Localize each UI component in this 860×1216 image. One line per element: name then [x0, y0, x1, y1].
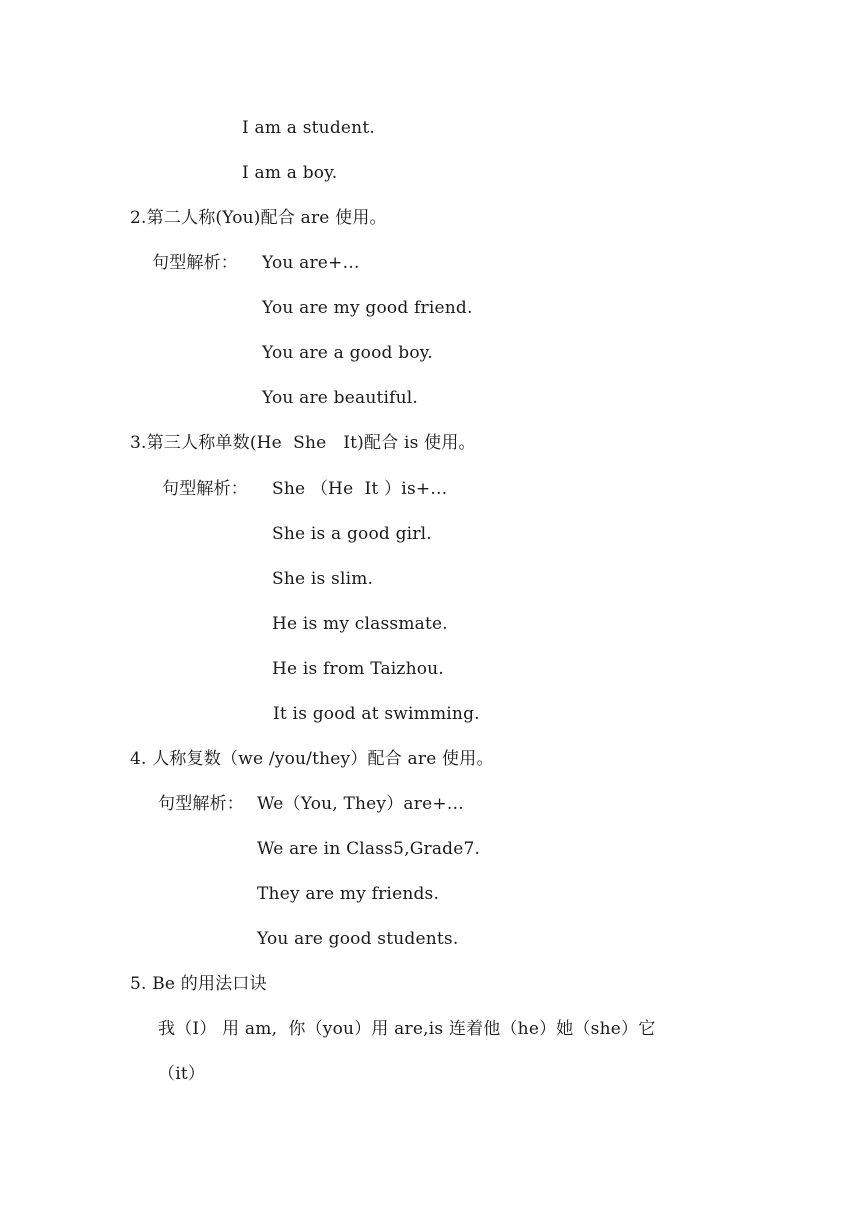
- section2-example-2: You are a good boy.: [262, 343, 433, 363]
- section5-rhyme-line-1: 我（I） 用 am, 你（you）用 are,is 连着他（he）她（she）它: [158, 1019, 656, 1039]
- section2-heading: 2.第二人称(You)配合 are 使用。: [130, 208, 387, 228]
- section2-pattern: You are+…: [262, 253, 360, 273]
- section3-pattern: She （He It ）is+…: [272, 479, 448, 499]
- section2-example-1: You are my good friend.: [262, 298, 473, 318]
- section1-example-2: I am a boy.: [242, 163, 338, 183]
- section4-pattern: We（You, They）are+…: [257, 794, 465, 814]
- section3-example-1: She is a good girl.: [272, 524, 432, 544]
- section2-pattern-label: 句型解析：: [152, 253, 238, 273]
- section3-example-5: It is good at swimming.: [273, 704, 480, 724]
- section3-example-3: He is my classmate.: [272, 614, 448, 634]
- section3-heading: 3.第三人称单数(He She It)配合 is 使用。: [130, 433, 476, 453]
- section5-rhyme-line-2: （it）: [158, 1064, 206, 1084]
- section3-example-4: He is from Taizhou.: [272, 659, 444, 679]
- section5-heading: 5. Be 的用法口诀: [130, 974, 267, 994]
- section4-example-3: You are good students.: [257, 929, 459, 949]
- section2-example-3: You are beautiful.: [262, 388, 419, 408]
- section4-pattern-label: 句型解析：: [158, 794, 244, 814]
- section4-example-2: They are my friends.: [257, 884, 440, 904]
- section4-example-1: We are in Class5,Grade7.: [257, 839, 481, 859]
- section3-pattern-label: 句型解析：: [162, 479, 248, 499]
- section1-example-1: I am a student.: [242, 118, 375, 138]
- section3-example-2: She is slim.: [272, 569, 374, 589]
- section4-heading: 4. 人称复数（we /you/they）配合 are 使用。: [130, 749, 494, 769]
